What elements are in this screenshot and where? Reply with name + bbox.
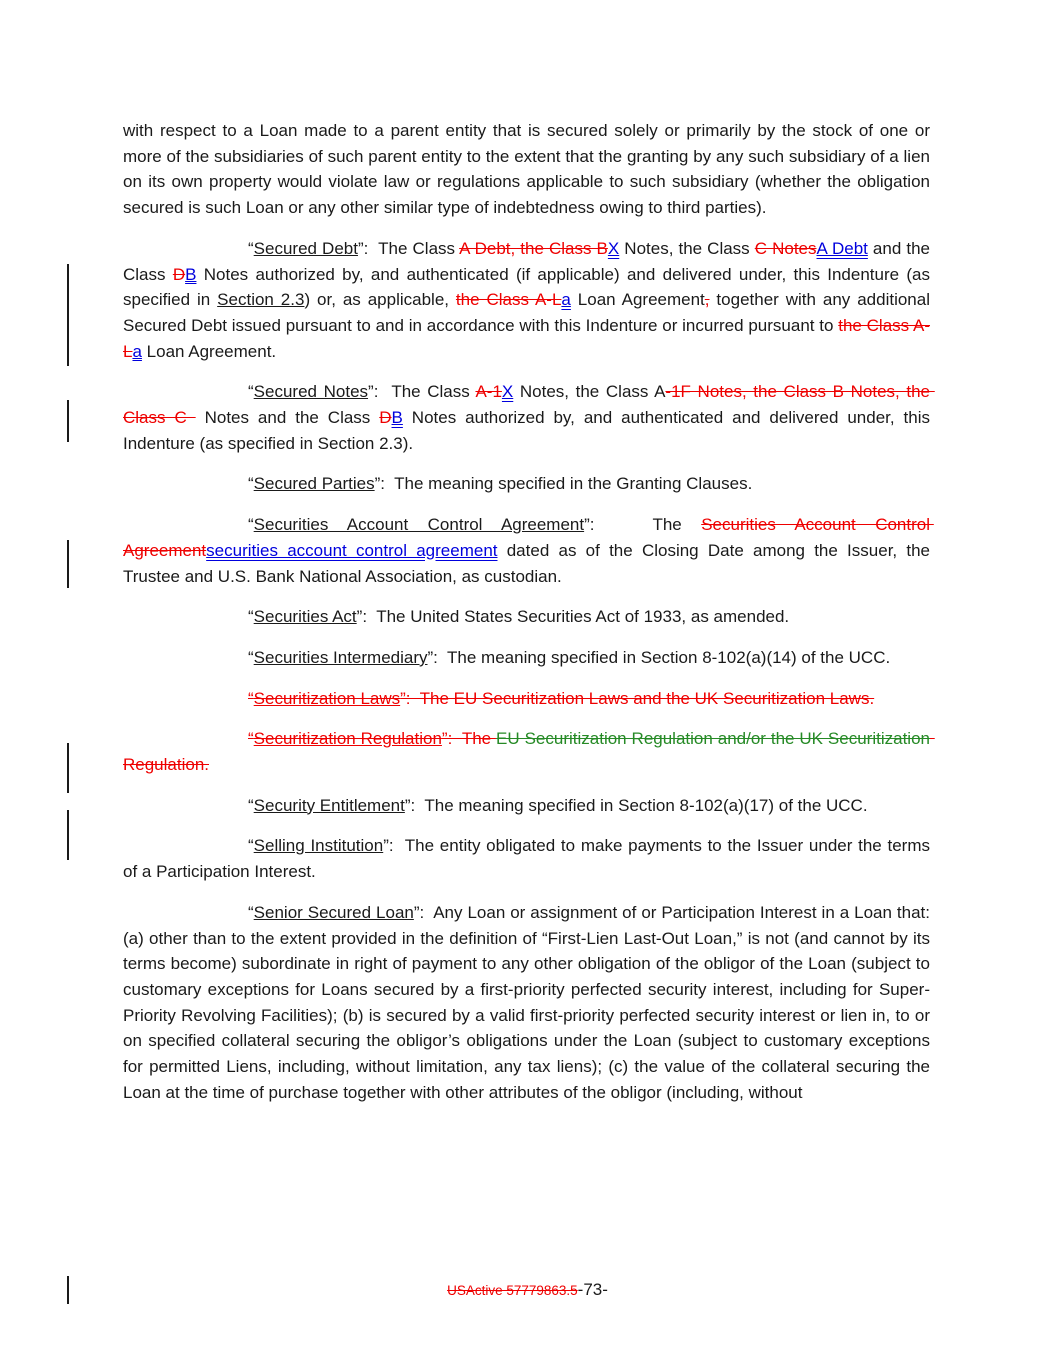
text-run: “ [248, 902, 254, 922]
change-bar [67, 264, 69, 366]
paragraph [123, 604, 930, 630]
deleted-text: -1F Notes, the Class B Notes, the Class C [123, 382, 935, 428]
text-run: Loan Agreement [570, 290, 705, 310]
text-run: dated as of the Closing Date among the Issuer, the Trustee and U.S. Bank National Association, as custodian. [123, 540, 935, 586]
paragraph [123, 900, 940, 1106]
deleted-text: “ [248, 688, 254, 708]
page-number: -73- [577, 1280, 608, 1299]
paragraph [123, 512, 935, 589]
deleted-text-green: EU Securitization Regulation and/or the UK Securitization [496, 729, 930, 749]
paragraph [123, 833, 935, 884]
text-run: “ [248, 382, 254, 402]
text-run: ”: The United States Securities Act of 1933, as amended. [356, 607, 790, 627]
paragraph [123, 645, 930, 671]
deleted-text: , [704, 290, 710, 310]
deleted-term: Securitization Laws [253, 688, 401, 708]
deleted-term: Securitization Regulation [253, 729, 442, 749]
page-footer [0, 1278, 1055, 1303]
inserted-text: securities account control agreement [206, 540, 498, 560]
text-run: ”: The Class [357, 238, 460, 258]
paragraph [123, 726, 935, 777]
change-bar [67, 540, 69, 588]
inserted-text: A Debt [816, 238, 868, 258]
text-run: ”: The meaning specified in Section 8-102(a)(17) of the UCC. [404, 795, 868, 815]
text-run: Loan Agreement. [141, 341, 277, 361]
text-run: together with any additional Secured Debt issued pursuant to and in accordance with this Indenture or incurred pursuant to [123, 290, 935, 335]
text-run: ”: Any Loan or assignment of or Participation Interest in a Loan that: (a) other than to the extent provided in the definition of “First-Lien Last-Out Loan,” is not (and cannot by its terms become) subordinate in right of payment to any other obligation of the obligor of the Loan (subject to customary exceptions for Loans secured by a first-priority perfected security interest, including for Super-Priority Revolving Facilities); (b) is secured by a valid first-priority perfected security interest or lien in, to or on specified collateral securing the obligor’s obligations under the Loan (subject to customary exceptions for permitted Liens, including, without limitation, any tax liens); (c) the value of the collateral securing the Loan at the time of purchase together with other attributes of the obligor (including, without [123, 902, 940, 1102]
defined-term: Secured Parties [253, 474, 375, 494]
text-run: “ [248, 515, 254, 535]
paragraph [123, 379, 935, 456]
text-run: “ [248, 238, 254, 258]
paragraph [123, 686, 930, 712]
text-run: Notes, the Class [619, 238, 755, 258]
defined-term: Selling Institution [253, 836, 384, 856]
deleted-text: D [379, 408, 392, 428]
paragraph [123, 471, 930, 497]
deleted-text: ”: The [441, 729, 497, 749]
text-run: and the Class [123, 238, 935, 284]
change-bar [67, 810, 69, 860]
text-run: “ [248, 836, 254, 856]
deleted-text: the Class A-L [455, 290, 562, 310]
defined-term: Securities Intermediary [253, 647, 428, 667]
text-run: ”: The [584, 515, 702, 535]
change-bar [67, 400, 69, 442]
deleted-text: A Debt, the Class B [459, 238, 608, 258]
text-run: ) or, as applicable, [304, 290, 456, 310]
text-run: Notes, the Class A [513, 382, 666, 402]
defined-term: Senior Secured Loan [253, 902, 414, 922]
text-run: Notes and the Class [195, 408, 380, 428]
text-run: “ [248, 795, 254, 815]
footer-doc-id: USActive 57779863.5 [447, 1283, 578, 1298]
paragraph [123, 118, 935, 221]
inserted-text: B [185, 264, 197, 284]
inserted-text: B [391, 408, 403, 428]
defined-term: Securities Act [253, 607, 357, 627]
inserted-text: a [132, 341, 142, 361]
text-run: “ [248, 647, 254, 667]
text-run: Notes authorized by, and authenticated and delivered under, this Indenture (as specified in Section 2.3). [123, 408, 935, 453]
deleted-text: ”: The EU Securitization Laws and the UK Securitization Laws. [400, 688, 875, 708]
deleted-text: D [172, 264, 186, 284]
defined-term: Secured Debt [253, 238, 358, 258]
inserted-text: a [561, 290, 571, 310]
deleted-text: the Class A-L [123, 315, 930, 361]
text-run: Notes authorized by, and authenticated (if applicable) and delivered under, this Indenture (as specified in [123, 264, 935, 310]
defined-term: Securities Account Control Agreement [253, 515, 585, 535]
inserted-text: X [607, 238, 620, 258]
deleted-text: Regulation. [123, 729, 935, 775]
deleted-text: Securities Account Control Agreement [123, 515, 934, 560]
text-run: “ [248, 474, 254, 494]
change-bar [67, 743, 69, 793]
defined-term: Section 2.3 [217, 290, 305, 310]
text-run: ”: The Class [368, 382, 476, 402]
text-run: ”: The meaning specified in Section 8-102(a)(14) of the UCC. [427, 647, 891, 667]
deleted-text: A-1 [475, 382, 502, 402]
paragraph [123, 236, 935, 365]
change-bar [67, 1276, 69, 1304]
document-body [123, 118, 940, 1121]
text-run: “ [248, 607, 254, 627]
defined-term: Security Entitlement [253, 795, 405, 815]
defined-term: Secured Notes [253, 382, 369, 402]
text-run: with respect to a Loan made to a parent entity that is secured solely or primarily by the stock of one or more of the subsidiaries of such parent entity to the extent that the granting by any such subsidiary of a lien on its own property would violate law or regulations applicable to such subsidiary (whether the obligation secured is such Loan or any other similar type of indebtedness owing to third parties). [123, 121, 935, 218]
deleted-text: C Notes [754, 238, 817, 258]
text-run: ”: The entity obligated to make payments to the Issuer under the terms of a Participation Interest. [123, 836, 935, 882]
inserted-text: X [501, 382, 514, 402]
paragraph [123, 793, 930, 819]
text-run: ”: The meaning specified in the Granting Clauses. [374, 474, 753, 494]
deleted-text: “ [248, 729, 254, 749]
